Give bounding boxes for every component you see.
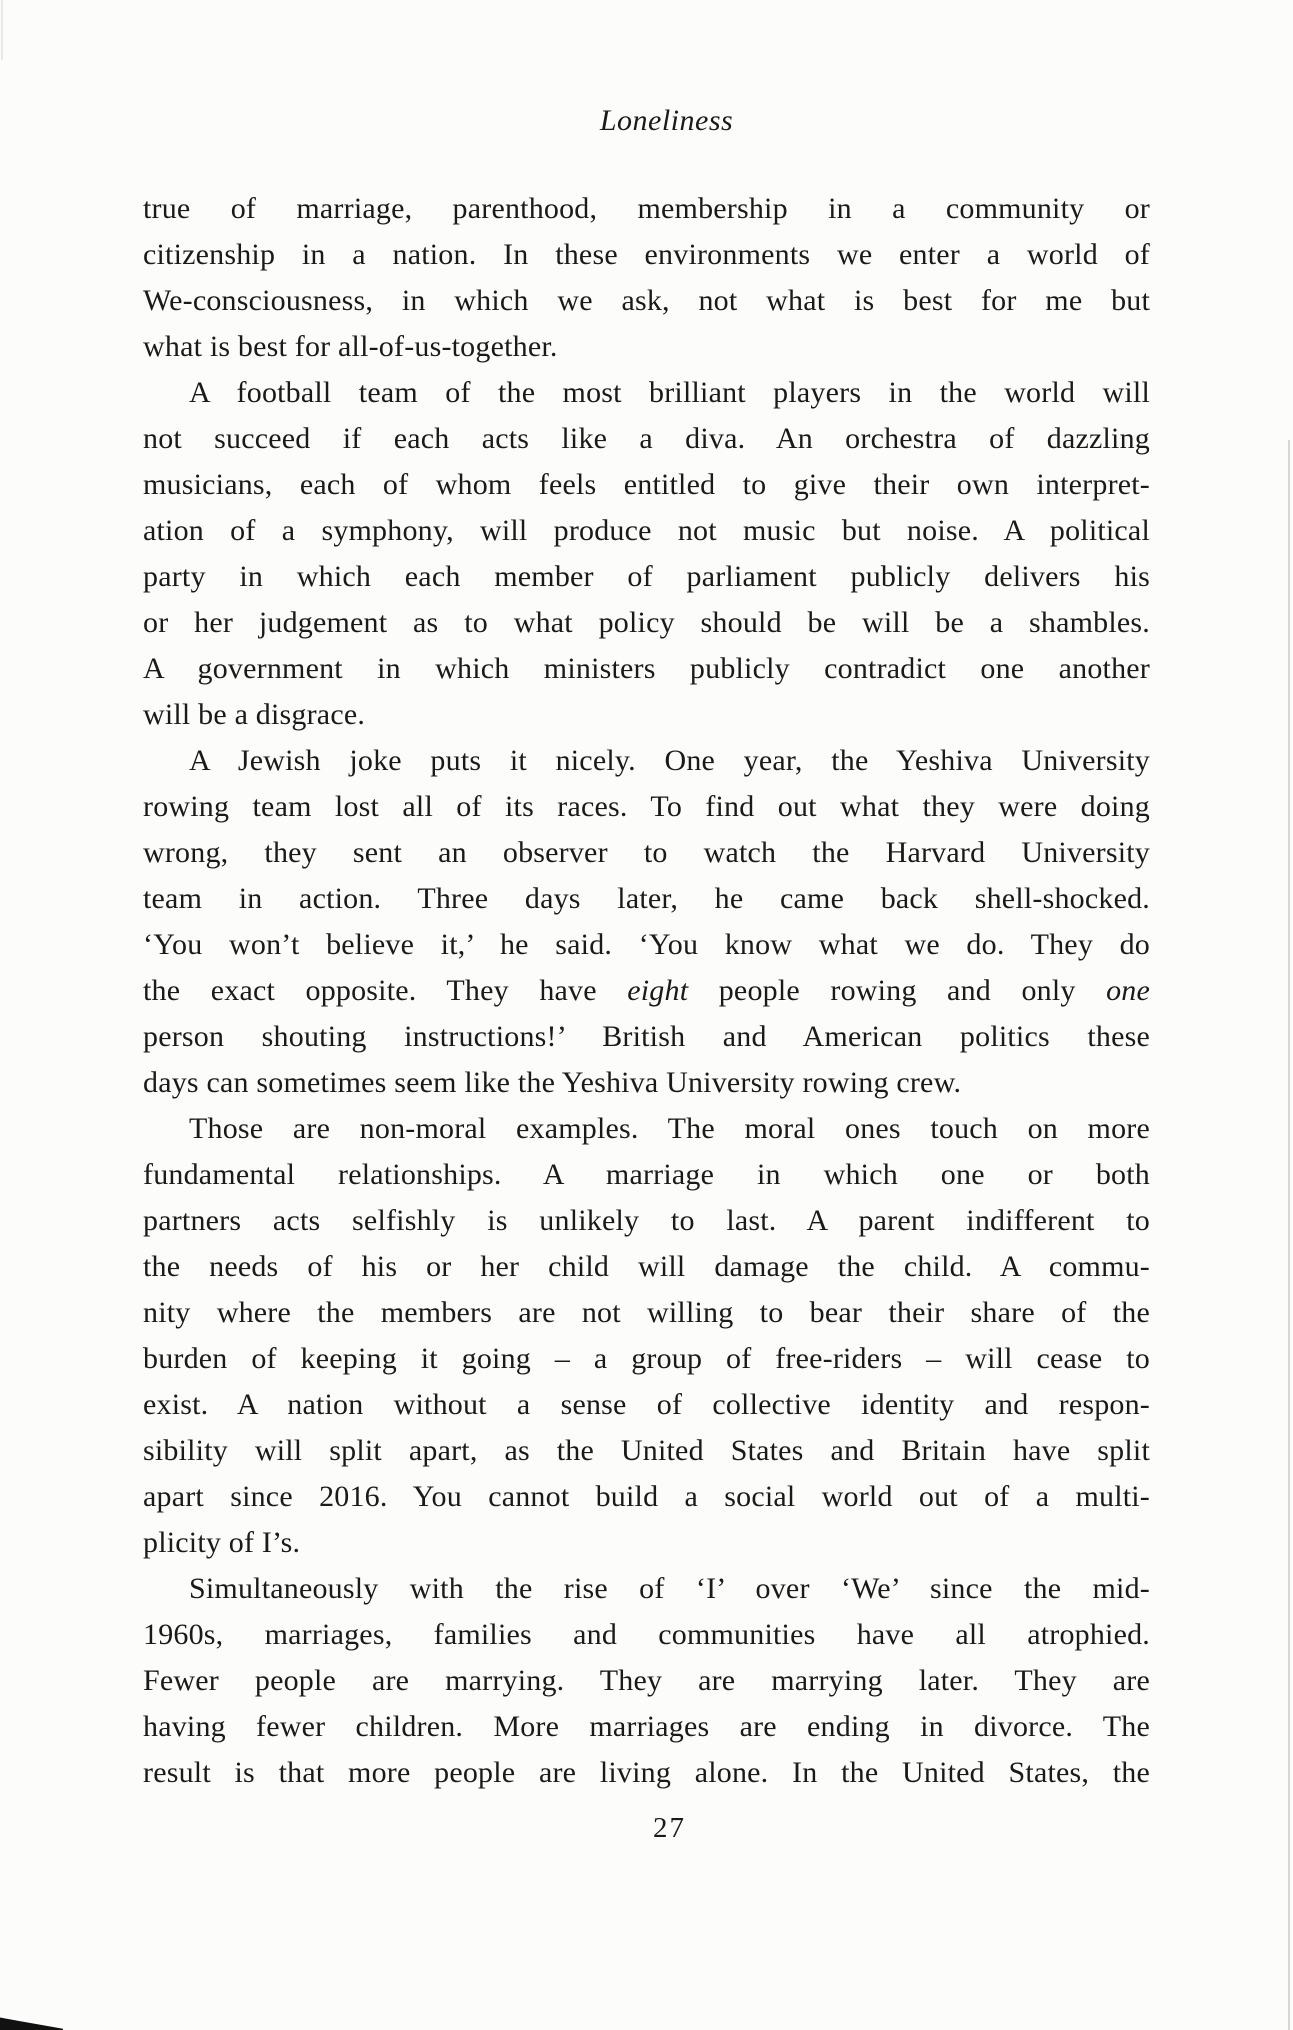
text-line: sibility will split apart, as the United States and Britain have split [143, 1434, 1150, 1467]
text-line: rowing team lost all of its races. To find out what they were doing [143, 790, 1150, 823]
text-line: the needs of his or her child will damage the child. A commu- [143, 1250, 1150, 1283]
running-header: Loneliness [599, 104, 734, 137]
scan-artifact-top-left [1, 0, 3, 60]
text-line: citizenship in a nation. In these environments we enter a world of [143, 238, 1150, 271]
text-line: having fewer children. More marriages are ending in divorce. The [143, 1710, 1150, 1743]
scan-artifact-right-edge [1288, 440, 1290, 2030]
scan-artifact-bottom-left [0, 2014, 63, 2030]
text-line: wrong, they sent an observer to watch the Harvard University [143, 836, 1150, 869]
text-line: not succeed if each acts like a diva. An orchestra of dazzling [143, 422, 1150, 455]
text-line: Simultaneously with the rise of ‘I’ over ‘We’ since the mid- [189, 1572, 1150, 1605]
text-line: Those are non-moral examples. The moral ones touch on more [189, 1112, 1150, 1145]
text-line: ation of a symphony, will produce not music but noise. A political [143, 514, 1150, 547]
text-line: A football team of the most brilliant players in the world will [189, 376, 1150, 409]
text-line: fundamental relationships. A marriage in which one or both [143, 1158, 1150, 1191]
text-line: nity where the members are not willing to bear their share of the [143, 1296, 1150, 1329]
italic-text: one [1106, 974, 1150, 1007]
text-line: person shouting instructions!’ British and American politics these [143, 1020, 1150, 1053]
text-line: A Jewish joke puts it nicely. One year, the Yeshiva University [189, 744, 1150, 777]
text-line: or her judgement as to what policy should be will be a shambles. [143, 606, 1150, 639]
text-line: apart since 2016. You cannot build a social world out of a multi- [143, 1480, 1150, 1513]
text-line: days can sometimes seem like the Yeshiva University rowing crew. [143, 1066, 962, 1099]
text-line: result is that more people are living alone. In the United States, the [143, 1756, 1150, 1789]
text-line: team in action. Three days later, he came back shell-shocked. [143, 882, 1150, 915]
text-line: plicity of I’s. [143, 1526, 301, 1559]
text-line: exist. A nation without a sense of collective identity and respon- [143, 1388, 1150, 1421]
text-line: Fewer people are marrying. They are marrying later. They are [143, 1664, 1150, 1697]
text-line: 1960s, marriages, families and communities have all atrophied. [143, 1618, 1150, 1651]
text-line: true of marriage, parenthood, membership in a community or [143, 192, 1150, 225]
text-line: will be a disgrace. [143, 698, 366, 731]
body-text [143, 186, 1150, 1796]
page-number: 27 [653, 1812, 686, 1844]
text-line: musicians, each of whom feels entitled to give their own interpret- [143, 468, 1150, 501]
text-line: the exact opposite. They have eight people rowing and only one [143, 974, 1150, 1007]
text-line: partners acts selfishly is unlikely to last. A parent indifferent to [143, 1204, 1150, 1237]
text-line: what is best for all-of-us-together. [143, 330, 558, 363]
text-line: party in which each member of parliament publicly delivers his [143, 560, 1150, 593]
text-line: ‘You won’t believe it,’ he said. ‘You know what we do. They do [143, 928, 1150, 961]
text-line: We-consciousness, in which we ask, not what is best for me but [143, 284, 1150, 317]
italic-text: eight [627, 974, 689, 1007]
text-line: A government in which ministers publicly contradict one another [143, 652, 1150, 685]
text-line: burden of keeping it going – a group of free-riders – will cease to [143, 1342, 1150, 1375]
